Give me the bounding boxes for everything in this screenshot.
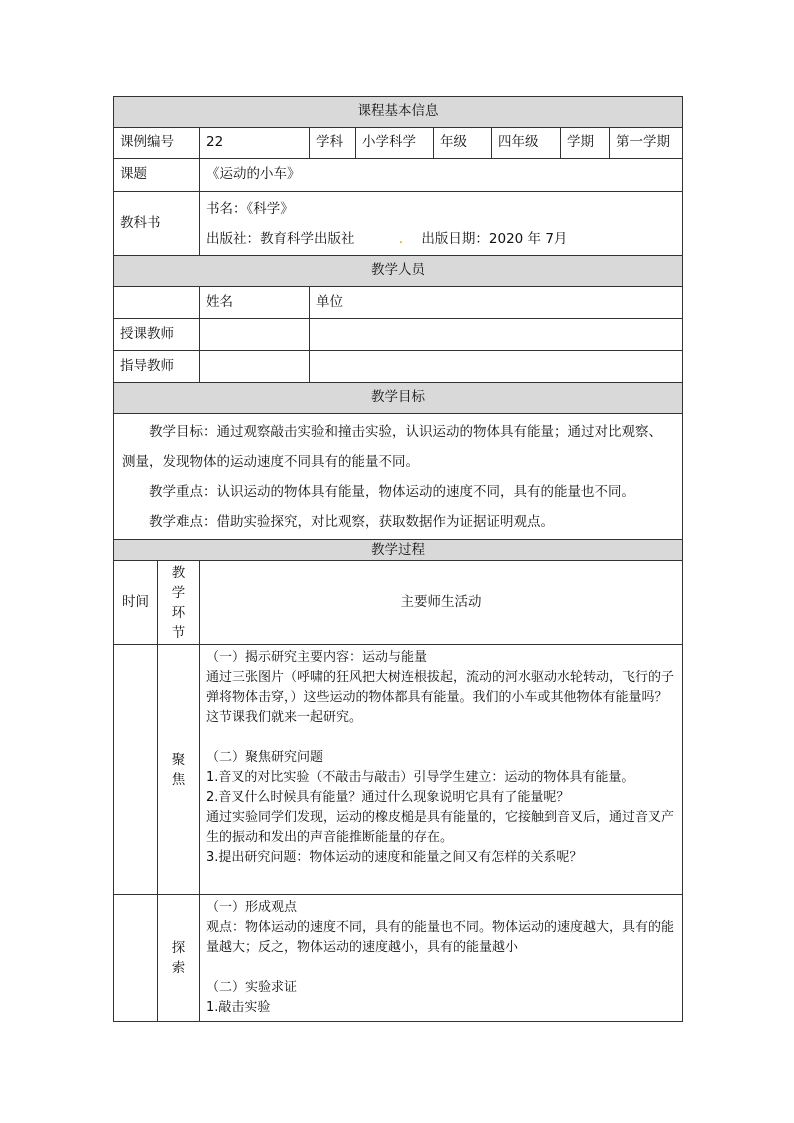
topic-label: 课题: [114, 159, 200, 192]
explore-time-cell: [114, 895, 158, 1022]
lecturer-name: [200, 319, 310, 351]
textbook-info: [200, 192, 683, 256]
section-header-teaching-staff: 教学人员: [114, 256, 683, 287]
focus-line: 3.提出研究问题：物体运动的速度和能量之间又有怎样的关系呢？: [206, 850, 583, 865]
explore-activities: [200, 895, 683, 1022]
focus-line: （一）揭示研究主要内容：运动与能量: [206, 650, 428, 665]
section-header-teaching-process: 教学过程: [114, 540, 683, 561]
focus-activities: [200, 645, 683, 895]
explore-stage: 探 索: [158, 895, 200, 1022]
grade-value: 四年级: [492, 128, 561, 159]
focus-line: 1.音叉的对比实验（不敲击与敲击）引导学生建立：运动的物体具有能量。: [206, 770, 635, 785]
publisher-line: 出版社：教育科学出版社 . 出版日期：2020 年 7月: [206, 230, 568, 247]
focus-line: 通过三张图片（呼啸的狂风把大树连根拔起，流动的河水驱动水轮转动，飞行的子弹将物体击穿，）这些运动的物体都具有能量。我们的小车或其他物体有能量吗？这节课我们就来一起研究。: [206, 670, 675, 725]
focus-time-cell: [114, 645, 158, 895]
teaching-key-point: 教学重点：认识运动的物体具有能量，物体运动的速度不同，具有的能量也不同。: [149, 483, 635, 500]
staff-unit-header: 单位: [310, 287, 683, 319]
case-number-label: 课例编号: [114, 128, 200, 159]
case-number-value: 22: [200, 128, 310, 159]
teaching-goals-body: [114, 414, 683, 540]
lecturer-unit: [310, 319, 683, 351]
explore-line: 观点：物体运动的速度不同，具有的能量也不同。物体运动的速度越大，具有的能量越大；反之，物体运动的速度越小，具有的能量越小: [206, 920, 675, 955]
advisor-label: 指导教师: [114, 351, 200, 383]
advisor-unit: [310, 351, 683, 383]
activity-column-header: 主要师生活动: [200, 561, 683, 645]
grade-label: 年级: [434, 128, 492, 159]
section-header-teaching-goals: 教学目标: [114, 383, 683, 414]
term-label: 学期: [561, 128, 610, 159]
book-name: 书名：《科学》: [206, 200, 294, 217]
teaching-difficulty: 教学难点：借助实验探究，对比观察，获取数据作为证据证明观点。: [149, 513, 554, 530]
advisor-name: [200, 351, 310, 383]
lecturer-label: 授课教师: [114, 319, 200, 351]
term-value: 第一学期: [610, 128, 683, 159]
staff-name-header: 姓名: [200, 287, 310, 319]
subject-label: 学科: [310, 128, 356, 159]
explore-line: 1.敲击实验: [206, 1000, 271, 1015]
lesson-plan-table: [113, 96, 683, 1022]
textbook-label: 教科书: [114, 192, 200, 256]
focus-line: 2.音叉什么时候具有能量？通过什么现象说明它具有了能量呢？: [206, 790, 570, 805]
focus-spacer: [206, 728, 676, 748]
focus-stage: 聚 焦: [158, 645, 200, 895]
publisher: 出版社：教育科学出版社: [206, 230, 355, 247]
section-header-basic-info: 课程基本信息: [114, 97, 683, 128]
topic-value: 《运动的小车》: [200, 159, 683, 192]
focus-line: （二）聚焦研究问题: [206, 750, 324, 765]
publish-date: 出版日期：2020 年 7月: [421, 230, 568, 247]
subject-value: 小学科学: [356, 128, 434, 159]
explore-line: （一）形成观点: [206, 900, 298, 915]
teaching-objective: 教学目标：通过观察敲击实验和撞击实验，认识运动的物体具有能量；通过对比观察、测量，发现物体的运动速度不同具有的能量不同。: [122, 423, 662, 470]
time-column-header: 时间: [114, 561, 158, 645]
focus-line: 通过实验同学们发现，运动的橡皮槌是具有能量的，它接触到音叉后，通过音叉产生的振动和发出的声音能推断能量的存在。: [206, 810, 675, 845]
explore-line: （二）实验求证: [206, 980, 298, 995]
stage-column-header: 教 学 环 节: [158, 561, 200, 645]
staff-empty-cell: [114, 287, 200, 319]
explore-spacer: [206, 958, 676, 978]
